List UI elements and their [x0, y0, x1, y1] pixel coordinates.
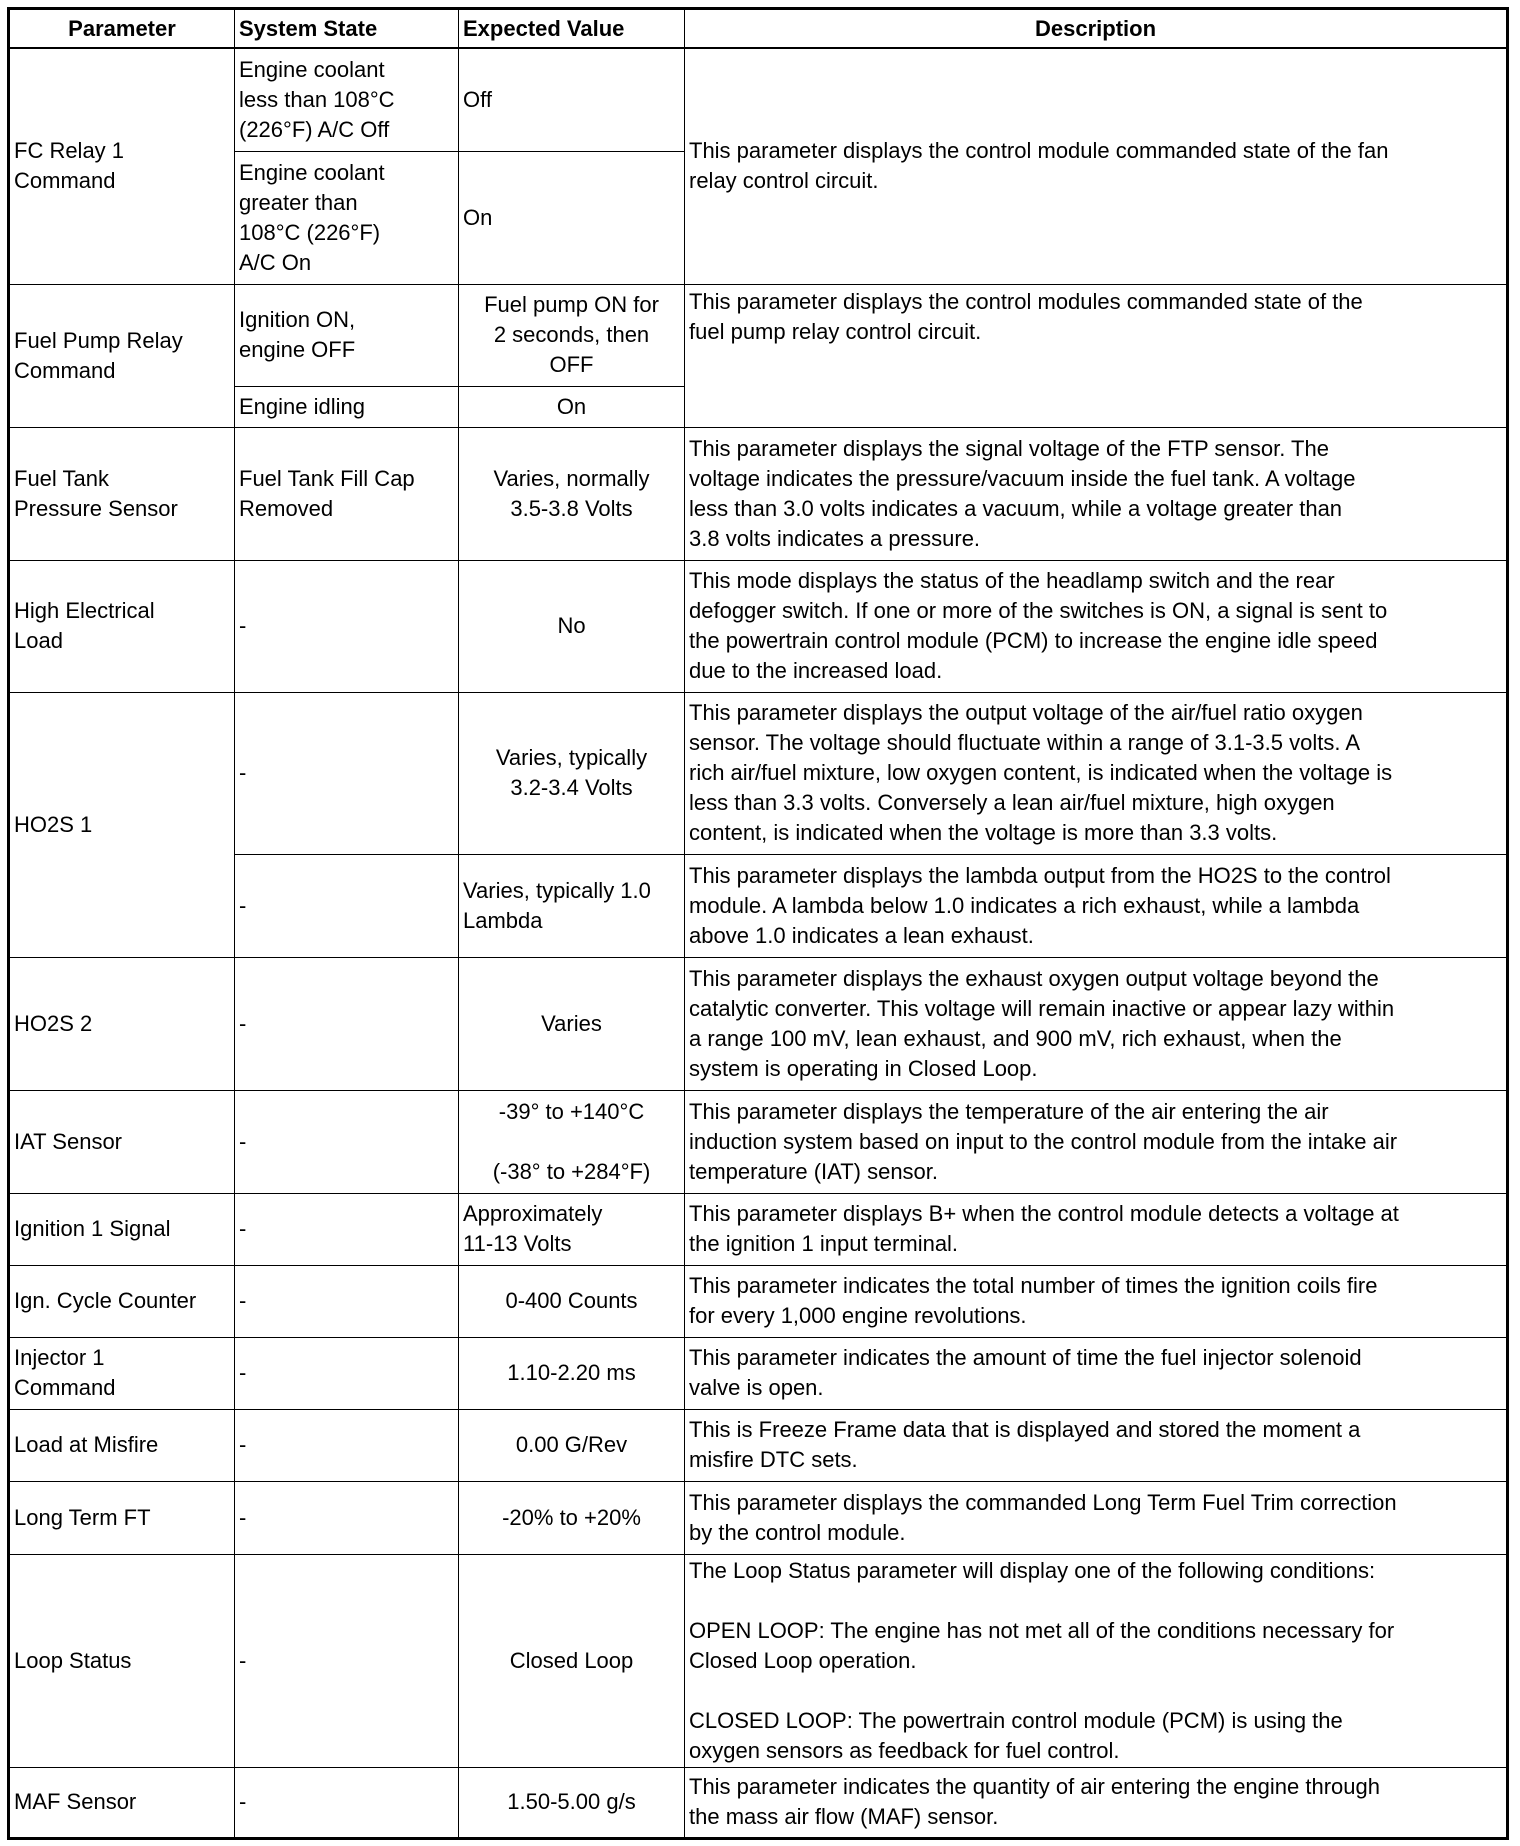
expected-value-cell: -20% to +20% — [459, 1481, 685, 1554]
expected-value-cell: Varies, normally 3.5-3.8 Volts — [459, 427, 685, 560]
system-state-cell: - — [235, 1337, 459, 1409]
header-expected-value: Expected Value — [459, 9, 685, 49]
table-row — [9, 1481, 1508, 1554]
expected-value-cell: 1.10-2.20 ms — [459, 1337, 685, 1409]
parameter-cell: Loop Status — [9, 1554, 235, 1767]
parameter-cell: HO2S 1 — [9, 692, 235, 957]
table-row — [9, 1337, 1508, 1409]
parameter-cell: Fuel Pump Relay Command — [9, 284, 235, 427]
header-description: Description — [685, 9, 1508, 49]
system-state-cell: Engine coolant less than 108°C (226°F) A/C Off — [235, 48, 459, 151]
table-row — [9, 1193, 1508, 1265]
description-cell: This parameter displays the commanded Long Term Fuel Trim correction by the control module. — [685, 1481, 1508, 1554]
description-cell: This mode displays the status of the headlamp switch and the rear defogger switch. If one or more of the switches is ON, a signal is sent to the powertrain control module (PCM) to increase the engine idle speed due to the increased load. — [685, 560, 1508, 692]
header-system-state: System State — [235, 9, 459, 49]
system-state-cell: - — [235, 692, 459, 854]
table-row — [9, 560, 1508, 692]
expected-value-cell: No — [459, 560, 685, 692]
expected-value-cell: On — [459, 386, 685, 427]
expected-value-cell: Varies, typically 1.0 Lambda — [459, 854, 685, 957]
parameter-cell: Ignition 1 Signal — [9, 1193, 235, 1265]
expected-value-cell: Varies — [459, 957, 685, 1090]
table-row — [9, 48, 1508, 151]
description-cell: The Loop Status parameter will display one of the following conditions: OPEN LOOP: The engine has not met all of the conditions necessary for Closed Loop operation. CLOSED LOOP: The powertrain control module (PCM) is using the oxygen sensors as feedback for fuel control. — [685, 1554, 1508, 1767]
parameter-cell: Ign. Cycle Counter — [9, 1265, 235, 1337]
parameter-cell: Load at Misfire — [9, 1409, 235, 1481]
description-cell: This is Freeze Frame data that is displayed and stored the moment a misfire DTC sets. — [685, 1409, 1508, 1481]
table-header-row — [9, 9, 1508, 49]
parameter-table — [7, 7, 1509, 1840]
description-cell: This parameter displays the output voltage of the air/fuel ratio oxygen sensor. The voltage should fluctuate within a range of 3.1-3.5 volts. A rich air/fuel mixture, low oxygen content, is indicated when the voltage is less than 3.3 volts. Conversely a lean air/fuel mixture, high oxygen content, is indicated when the voltage is more than 3.3 volts. — [685, 692, 1508, 854]
expected-value-cell: Varies, typically 3.2-3.4 Volts — [459, 692, 685, 854]
system-state-cell: - — [235, 1767, 459, 1838]
table-row — [9, 1554, 1508, 1767]
parameter-cell: Injector 1 Command — [9, 1337, 235, 1409]
parameter-cell: MAF Sensor — [9, 1767, 235, 1838]
system-state-cell: Engine idling — [235, 386, 459, 427]
parameter-cell: FC Relay 1 Command — [9, 48, 235, 284]
expected-value-cell: Approximately 11-13 Volts — [459, 1193, 685, 1265]
system-state-cell: - — [235, 957, 459, 1090]
description-cell: This parameter indicates the amount of time the fuel injector solenoid valve is open. — [685, 1337, 1508, 1409]
table-row — [9, 957, 1508, 1090]
system-state-cell: Engine coolant greater than 108°C (226°F) A/C On — [235, 151, 459, 284]
table-row — [9, 1090, 1508, 1193]
system-state-cell: - — [235, 854, 459, 957]
description-cell: This parameter displays the control module commanded state of the fan relay control circuit. — [685, 48, 1508, 284]
description-cell: This parameter displays B+ when the control module detects a voltage at the ignition 1 input terminal. — [685, 1193, 1508, 1265]
description-cell: This parameter indicates the quantity of air entering the engine through the mass air flow (MAF) sensor. — [685, 1767, 1508, 1838]
system-state-cell: - — [235, 1481, 459, 1554]
expected-value-cell: On — [459, 151, 685, 284]
expected-value-cell: Fuel pump ON for 2 seconds, then OFF — [459, 284, 685, 386]
system-state-cell: - — [235, 1265, 459, 1337]
system-state-cell: - — [235, 1554, 459, 1767]
parameter-cell: Long Term FT — [9, 1481, 235, 1554]
header-parameter: Parameter — [9, 9, 235, 49]
system-state-cell: Fuel Tank Fill Cap Removed — [235, 427, 459, 560]
system-state-cell: - — [235, 560, 459, 692]
expected-value-cell: Off — [459, 48, 685, 151]
description-cell: This parameter indicates the total number of times the ignition coils fire for every 1,000 engine revolutions. — [685, 1265, 1508, 1337]
system-state-cell: Ignition ON, engine OFF — [235, 284, 459, 386]
system-state-cell: - — [235, 1090, 459, 1193]
description-cell: This parameter displays the exhaust oxygen output voltage beyond the catalytic converter. This voltage will remain inactive or appear lazy within a range 100 mV, lean exhaust, and 900 mV, rich exhaust, when the system is operating in Closed Loop. — [685, 957, 1508, 1090]
expected-value-cell: Closed Loop — [459, 1554, 685, 1767]
table-row — [9, 1409, 1508, 1481]
parameter-cell: High Electrical Load — [9, 560, 235, 692]
table-row — [9, 284, 1508, 386]
description-cell: This parameter displays the lambda output from the HO2S to the control module. A lambda below 1.0 indicates a rich exhaust, while a lambda above 1.0 indicates a lean exhaust. — [685, 854, 1508, 957]
expected-value-cell: -39° to +140°C (-38° to +284°F) — [459, 1090, 685, 1193]
expected-value-cell: 0-400 Counts — [459, 1265, 685, 1337]
parameter-cell: IAT Sensor — [9, 1090, 235, 1193]
parameter-cell: HO2S 2 — [9, 957, 235, 1090]
system-state-cell: - — [235, 1409, 459, 1481]
description-cell: This parameter displays the signal voltage of the FTP sensor. The voltage indicates the pressure/vacuum inside the fuel tank. A voltage less than 3.0 volts indicates a vacuum, while a voltage greater than 3.8 volts indicates a pressure. — [685, 427, 1508, 560]
table-row — [9, 1265, 1508, 1337]
description-cell: This parameter displays the control modules commanded state of the fuel pump relay control circuit. — [685, 284, 1508, 427]
description-cell: This parameter displays the temperature of the air entering the air induction system based on input to the control module from the intake air temperature (IAT) sensor. — [685, 1090, 1508, 1193]
table-row — [9, 427, 1508, 560]
table-row — [9, 692, 1508, 854]
expected-value-cell: 1.50-5.00 g/s — [459, 1767, 685, 1838]
expected-value-cell: 0.00 G/Rev — [459, 1409, 685, 1481]
system-state-cell: - — [235, 1193, 459, 1265]
table-row — [9, 1767, 1508, 1838]
parameter-cell: Fuel Tank Pressure Sensor — [9, 427, 235, 560]
